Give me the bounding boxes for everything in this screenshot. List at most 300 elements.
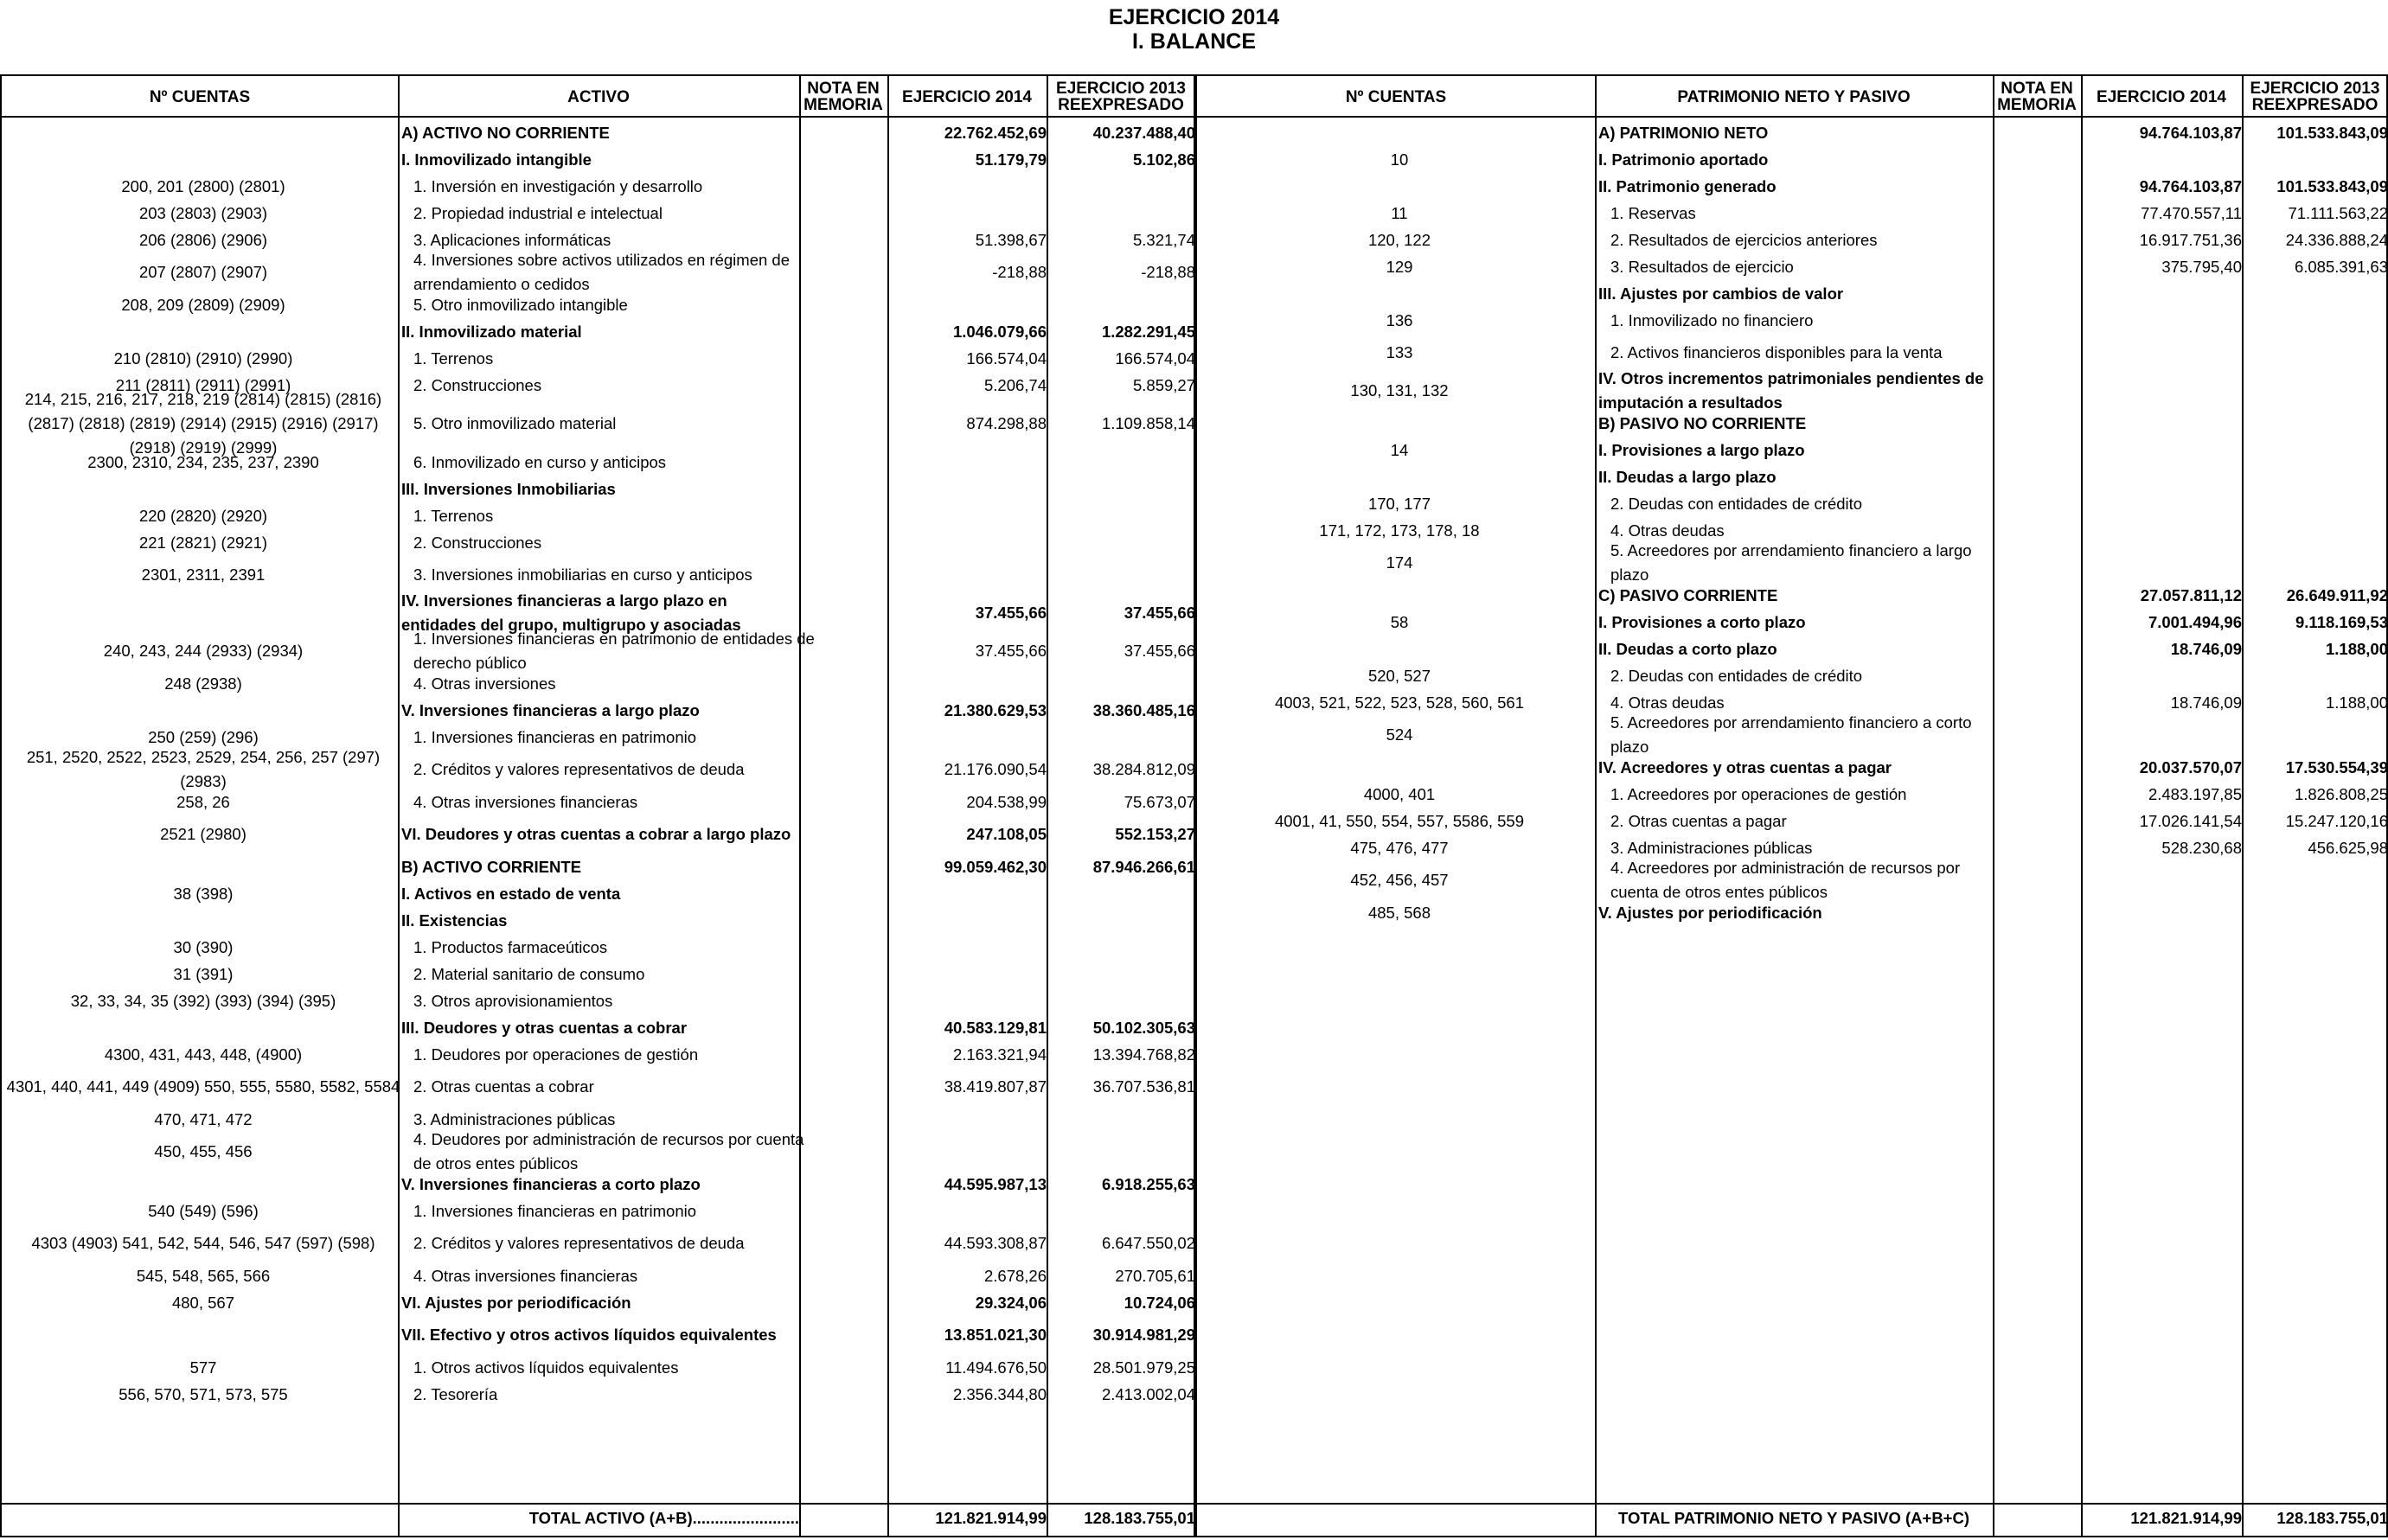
account-codes [1197,582,1602,609]
amount-2013 [2242,437,2388,463]
amount-2014 [2081,410,2247,437]
amount-2014-text: 247.108,05 [966,825,1047,843]
account-codes [1197,689,1602,716]
account-codes [1197,544,1602,582]
amount-2014-text: 5.206,74 [983,375,1047,394]
amount-2014-text: 2.356.344,80 [952,1384,1047,1403]
line-item-label [398,751,818,789]
account-codes [1197,173,1602,200]
amount-2013 [2242,636,2388,662]
line-item-label-text: 5. Acreedores por arrendamiento financiero a largo plazo [1610,541,1972,584]
amount-2014-text: 37.455,66 [975,642,1047,660]
patrimonio-pasivo-table [1195,74,2388,1537]
amount-2013-text: 28.501.979,25 [1092,1358,1195,1377]
amount-2014 [887,529,1052,556]
line-item-label-text: 1. Terrenos [413,348,494,367]
amount-2014-text: 1.046.079,66 [952,322,1047,341]
total-2013: 128.183.755,01 [1084,1509,1195,1527]
amount-2014 [887,146,1052,173]
amount-2013 [1047,880,1200,907]
account-codes-text: 203 (2803) (2903) [138,203,268,222]
line-item-label-text: 1. Inversión en investigación y desarrollo [413,176,703,195]
amount-2014 [887,1289,1052,1316]
line-item-label-text: IV. Acreedores y otras cuentas a pagar [1598,757,1892,776]
line-item-label-text: I. Patrimonio aportado [1598,150,1769,169]
line-item-label [1595,899,2000,926]
amount-2013 [1047,173,1200,200]
account-codes-text: 14 [1390,440,1409,459]
amount-2014 [2081,636,2247,662]
line-item-label-text: 3. Inversiones inmobiliarias en curso y anticipos [413,566,752,584]
amount-2014 [887,372,1052,399]
line-item-label [398,1068,818,1106]
amount-2013 [1047,318,1200,345]
line-item-label-text: 2. Construcciones [413,375,542,394]
line-item-label [1595,437,2000,463]
amount-2014-text: 51.398,67 [975,230,1047,249]
line-item-label [398,173,818,200]
amount-2014-text: 18.746,09 [2170,639,2242,658]
account-codes [2,1106,405,1133]
amount-2014-text: 20.037.570,07 [2139,757,2242,776]
account-codes-text: 4300, 431, 443, 448, (4900) [104,1045,303,1064]
amount-2014 [2081,544,2247,582]
amount-2013 [2242,834,2388,861]
amount-2013-text: 38.360.485,16 [1092,700,1195,719]
amount-2013-text: 24.336.888,24 [2285,230,2388,249]
line-item-label [398,502,818,529]
amount-2014-text: 21.176.090,54 [944,760,1047,778]
line-item-label-text: 4. Deudores por administración de recursos por cuenta de otros entes públicos [413,1130,804,1173]
amount-2013-text: 101.533.843,09 [2276,176,2388,195]
account-codes [1197,781,1602,808]
account-codes-text: 32, 33, 34, 35 (392) (393) (394) (395) [70,991,336,1010]
account-codes [1197,200,1602,227]
amount-2013-text: 1.282.291,45 [1101,322,1195,341]
line-item-label-text: 4. Otras inversiones financieras [413,792,638,811]
amount-2014 [887,1041,1052,1068]
line-item-label [1595,280,2000,307]
line-item-label [398,1041,818,1068]
amount-2014 [887,200,1052,227]
account-codes-text: 240, 243, 244 (2933) (2934) [103,642,304,660]
amount-2013 [2242,372,2388,410]
account-codes-text: 4003, 521, 522, 523, 528, 560, 561 [1274,693,1525,712]
account-codes-text: 248 (2938) [164,674,242,693]
amount-2014-text: 17.026.141,54 [2139,811,2242,830]
amount-2014 [887,1171,1052,1198]
line-item-label [398,815,806,853]
amount-2014 [887,1014,1052,1041]
amount-2013 [2242,410,2388,437]
amount-2014-text: 94.764.103,87 [2139,176,2242,195]
line-item-label [398,318,806,345]
amount-2013 [2242,146,2388,173]
account-codes-text: 207 (2807) (2907) [138,263,268,281]
total-2013: 128.183.755,01 [2276,1509,2388,1527]
amount-2014-text: 874.298,88 [966,414,1047,432]
amount-2014 [2081,437,2247,463]
amount-2014-text: 94.764.103,87 [2139,123,2242,142]
amount-2014 [887,697,1052,724]
amount-2014 [887,632,1052,670]
line-item-label-text: 4. Otras inversiones financieras [413,1266,638,1285]
amount-2013-text: 9.118.169,53 [2295,612,2388,631]
amount-2014-text: -218,88 [992,263,1047,281]
amount-2014 [887,1106,1052,1133]
amount-2014-text: 51.179,79 [975,150,1047,169]
amount-2013-text: 40.237.488,40 [1092,123,1195,142]
amount-2014 [887,449,1052,476]
account-codes-text: 520, 527 [1367,666,1431,685]
account-codes [2,789,405,815]
line-item-label-text: 2. Deudas con entidades de crédito [1610,666,1863,685]
account-codes-text: 4000, 401 [1363,784,1436,803]
line-item-label-text: 1. Inmovilizado no financiero [1610,310,1814,329]
account-codes [2,853,405,880]
line-item-label [398,853,806,880]
amount-2014 [887,1316,1052,1354]
account-codes [2,1224,405,1262]
line-item-label [1595,582,2000,609]
amount-2014-text: 204.538,99 [966,792,1047,811]
amount-2014 [2081,200,2247,227]
amount-2014-text: 18.746,09 [2170,693,2242,712]
account-codes [1197,662,1602,689]
amount-2013 [1047,1262,1200,1289]
amount-2014-text: 2.678,26 [983,1266,1047,1285]
line-item-label [398,399,818,449]
account-codes [2,1354,405,1381]
line-item-label [398,880,806,907]
amount-2014 [887,724,1052,751]
account-codes [1197,517,1602,544]
line-item-label-text: 3. Resultados de ejercicio [1610,257,1794,276]
account-codes [1197,716,1602,754]
account-codes [2,227,405,253]
line-item-label-text: VI. Deudores y otras cuentas a cobrar a largo plazo [401,825,791,843]
amount-2014 [887,1262,1052,1289]
line-item-label [1595,173,2000,200]
account-codes-text: 206 (2806) (2906) [138,230,268,249]
account-codes-text: 4001, 41, 550, 554, 557, 5586, 559 [1274,811,1525,830]
account-codes [2,1014,405,1041]
amount-2013 [1047,724,1200,751]
amount-2013 [1047,345,1200,372]
account-codes [2,1289,405,1316]
amount-2014 [887,1354,1052,1381]
header-ejercicio-2013: EJERCICIO 2013 REEXPRESADO [2250,80,2380,114]
amount-2013 [1047,1354,1200,1381]
amount-2013 [2242,173,2388,200]
header-ejercicio-2014: EJERCICIO 2014 [902,87,1032,106]
line-item-label [398,670,818,697]
account-codes [1197,861,1602,899]
line-item-label-text: 2. Activos financieros disponibles para la venta [1610,343,1943,361]
account-codes [2,1198,405,1224]
line-item-label-text: IV. Otros incrementos patrimoniales pendientes de imputación a resultados [1598,369,1984,412]
account-codes-text: 524 [1386,725,1413,744]
amount-2014 [2081,517,2247,544]
amount-2013-text: 87.946.266,61 [1092,857,1195,876]
account-codes [1197,609,1602,636]
amount-2013 [1047,697,1200,724]
amount-2014 [887,345,1052,372]
amount-2014 [887,934,1052,961]
amount-2014-text: 2.483.197,85 [2148,784,2242,803]
account-codes [1197,490,1602,517]
amount-2014 [887,476,1052,502]
account-codes [2,907,405,934]
line-item-label [1595,662,2012,689]
line-item-label [1595,119,2000,146]
amount-2014 [887,987,1052,1014]
account-codes [2,880,405,907]
account-codes-text: 211 (2811) (2911) (2991) [115,375,291,394]
amount-2014 [2081,716,2247,754]
amount-2014 [887,751,1052,789]
account-codes-text: 2301, 2311, 2391 [141,566,266,584]
account-codes [2,119,405,146]
account-codes-text: 58 [1390,612,1409,631]
line-item-label-text: II. Deudas a corto plazo [1598,639,1777,658]
line-item-label-text: B) PASIVO NO CORRIENTE [1598,413,1807,432]
amount-2014 [887,253,1052,291]
line-item-label-text: 2. Créditos y valores representativos de deuda [413,1234,745,1252]
amount-2013-text: 5.102,86 [1132,150,1195,169]
account-codes-text: 11 [1391,203,1408,222]
line-item-label [398,119,806,146]
amount-2013-text: 1.188,00 [2325,639,2388,658]
amount-2013-text: 75.673,07 [1124,792,1195,811]
account-codes [2,476,405,502]
line-item-label-text: 4. Inversiones sobre activos utilizados en régimen de arrendamiento o cedidos [413,251,790,293]
line-item-label [398,1014,806,1041]
account-codes-text: 4301, 440, 441, 449 (4909) 550, 555, 5580, 5582, 5584 [6,1077,400,1096]
account-codes [1197,899,1602,926]
line-item-label [398,291,818,318]
account-codes-text: 4303 (4903) 541, 542, 544, 546, 547 (597) (598) [31,1234,375,1252]
line-item-label [1595,636,2000,662]
line-item-label [398,907,806,934]
account-codes-text: 130, 131, 132 [1350,381,1449,399]
account-codes [2,449,405,476]
line-item-label [398,934,818,961]
line-item-label-text: 4. Otras deudas [1610,693,1725,712]
line-item-label-text: VI. Ajustes por periodificación [401,1293,631,1312]
amount-2014 [2081,582,2247,609]
amount-2014 [887,1381,1052,1408]
line-item-label [1595,200,2012,227]
amount-2014-text: 7.001.494,96 [2148,612,2242,631]
amount-2013 [1047,476,1200,502]
line-item-label-text: 2. Resultados de ejercicios anteriores [1610,230,1878,249]
header-note: NOTA EN MEMORIA [1997,80,2077,114]
amount-2013-text: 101.533.843,09 [2276,123,2388,142]
account-codes [1197,146,1602,173]
line-item-label-text: 5. Otro inmovilizado material [413,414,617,432]
account-codes [2,934,405,961]
amount-2014 [2081,227,2247,253]
amount-2014 [887,318,1052,345]
amount-2013-text: 37.455,66 [1124,604,1195,622]
line-item-label [1595,227,2012,253]
amount-2013-text: 10.724,06 [1124,1293,1195,1312]
amount-2014-text: 99.059.462,30 [944,857,1047,876]
amount-2013 [1047,529,1200,556]
account-codes [2,173,405,200]
line-item-label-text: III. Deudores y otras cuentas a cobrar [401,1018,688,1037]
account-codes-text: 221 (2821) (2921) [138,533,268,552]
amount-2013-text: 6.918.255,63 [1101,1174,1195,1193]
line-item-label-text: V. Ajustes por periodificación [1598,903,1822,922]
line-item-label [398,529,818,556]
line-item-label-text: 1. Reservas [1610,203,1696,222]
amount-2013-text: 15.247.120,16 [2285,811,2388,830]
line-item-label-text: C) PASIVO CORRIENTE [1598,585,1778,604]
account-codes-text: 208, 209 (2809) (2909) [121,295,285,314]
account-codes [2,345,405,372]
line-item-label [1595,808,2012,834]
line-item-label-text: A) PATRIMONIO NETO [1598,123,1769,142]
line-item-label [398,200,818,227]
amount-2014-text: 16.917.751,36 [2139,230,2242,249]
line-item-label-text: 1. Inversiones financieras en patrimonio de entidades de derecho público [413,629,815,672]
line-item-label-text: 1. Terrenos [413,506,494,525]
amount-2014-text: 37.455,66 [975,604,1047,622]
line-item-label-text: II. Existencias [401,911,508,930]
account-codes-text: 129 [1386,257,1413,276]
amount-2014 [887,173,1052,200]
amount-2014 [887,1224,1052,1262]
header-label: ACTIVO [567,87,630,106]
account-codes [1197,636,1602,662]
line-item-label-text: 3. Administraciones públicas [413,1109,616,1128]
document-title [0,5,2388,54]
title-line-2: I. BALANCE [1131,29,1257,54]
line-item-label [1595,609,2000,636]
amount-2013 [1047,751,1200,789]
line-item-label-text: I. Inmovilizado intangible [401,150,592,169]
amount-2014 [2081,689,2247,716]
amount-2013-text: 37.455,66 [1124,642,1195,660]
amount-2014 [887,227,1052,253]
amount-2014-text: 38.419.807,87 [944,1077,1047,1096]
account-codes-text: 200, 201 (2800) (2801) [121,176,285,195]
account-codes-text: 2521 (2980) [160,825,246,843]
amount-2013 [1047,1289,1200,1316]
line-item-label-text: 2. Créditos y valores representativos de deuda [413,760,745,778]
amount-2014-text: 2.163.321,94 [952,1045,1047,1064]
account-codes [2,987,405,1014]
amount-2014-text: 27.057.811,12 [2140,585,2242,604]
line-item-label-text: IV. Inversiones financieras a largo plazo en entidades del grupo, multigrupo y asociadas [401,591,741,634]
amount-2014 [887,556,1052,594]
account-codes-text: 452, 456, 457 [1350,871,1449,889]
amount-2013 [2242,861,2388,899]
amount-2013 [1047,987,1200,1014]
amount-2013 [1047,227,1200,253]
line-item-label-text: 5. Acreedores por arrendamiento financiero a corto plazo [1610,713,1972,756]
amount-2014 [2081,372,2247,410]
account-codes [2,200,405,227]
amount-2014 [887,399,1052,449]
amount-2013-text: 6.647.550,02 [1101,1234,1195,1252]
amount-2013 [2242,754,2388,781]
line-item-label-text: 6. Inmovilizado en curso y anticipos [413,452,667,471]
amount-2013-text: 6.085.391,63 [2294,257,2388,276]
amount-2013-text: 1.826.808,25 [2294,784,2388,803]
line-item-label-text: 2. Deudas con entidades de crédito [1610,494,1863,513]
account-codes [2,1068,405,1106]
account-codes [1197,754,1602,781]
amount-2013 [1047,907,1200,934]
account-codes-text: 31 (391) [173,964,234,983]
account-codes [2,146,405,173]
amount-2013 [2242,307,2388,334]
line-item-label [398,1316,806,1354]
header-accounts: Nº CUENTAS [1345,87,1447,106]
amount-2014 [2081,490,2247,517]
line-item-label-text: 1. Acreedores por operaciones de gestión [1610,784,1907,803]
line-item-label-text: 2. Otras cuentas a pagar [1610,811,1787,830]
line-item-label-text: I. Provisiones a largo plazo [1598,440,1805,459]
header-ejercicio-2014: EJERCICIO 2014 [2097,87,2226,106]
line-item-label [398,1289,806,1316]
line-item-label-text: 1. Otros activos líquidos equivalentes [413,1358,679,1377]
amount-2013 [1047,632,1200,670]
line-item-label-text: II. Inmovilizado material [401,322,582,341]
amount-2013 [2242,517,2388,544]
amount-2013 [1047,1198,1200,1224]
account-codes [2,1262,405,1289]
account-codes [1197,334,1602,372]
account-codes [2,502,405,529]
account-codes [1197,410,1602,437]
amount-2013-text: 50.102.305,63 [1092,1018,1195,1037]
line-item-label [398,1381,818,1408]
amount-2013-text: 71.111.563,22 [2288,203,2388,222]
total-label: TOTAL PATRIMONIO NETO Y PASIVO (A+B+C) [1617,1509,1970,1527]
amount-2014 [887,880,1052,907]
account-codes [1197,119,1602,146]
line-item-label-text: 2. Tesorería [413,1384,498,1403]
line-item-label-text: 3. Administraciones públicas [1610,838,1813,857]
account-codes [1197,280,1602,307]
account-codes-text: 475, 476, 477 [1350,838,1449,857]
account-codes-text: 214, 215, 216, 217, 218, 219 (2814) (2815) (2816) (2817) (2818) (2819) (2914) (2915) (2916) (2917) (2918) (2919) (2999) [24,390,382,457]
line-item-label [398,629,818,672]
amount-2013 [1047,291,1200,318]
line-item-label-text: 1. Inversiones financieras en patrimonio [413,727,697,746]
amount-2013 [1047,961,1200,987]
amount-2014-text: 21.380.629,53 [944,700,1047,719]
account-codes-text: 171, 172, 173, 178, 18 [1319,521,1480,540]
amount-2014 [887,1068,1052,1106]
account-codes-text: 30 (390) [173,937,234,956]
amount-2013-text: 270.705,61 [1115,1266,1195,1285]
amount-2013 [2242,662,2388,689]
account-codes [2,697,405,724]
amount-2013 [1047,815,1200,853]
amount-2013 [1047,594,1200,632]
amount-2013 [1047,789,1200,815]
account-codes [1197,372,1602,410]
amount-2013 [2242,227,2388,253]
line-item-label [398,372,818,399]
line-item-label-text: VII. Efectivo y otros activos líquidos equivalentes [401,1326,777,1344]
header-note: NOTA EN MEMORIA [803,80,883,114]
